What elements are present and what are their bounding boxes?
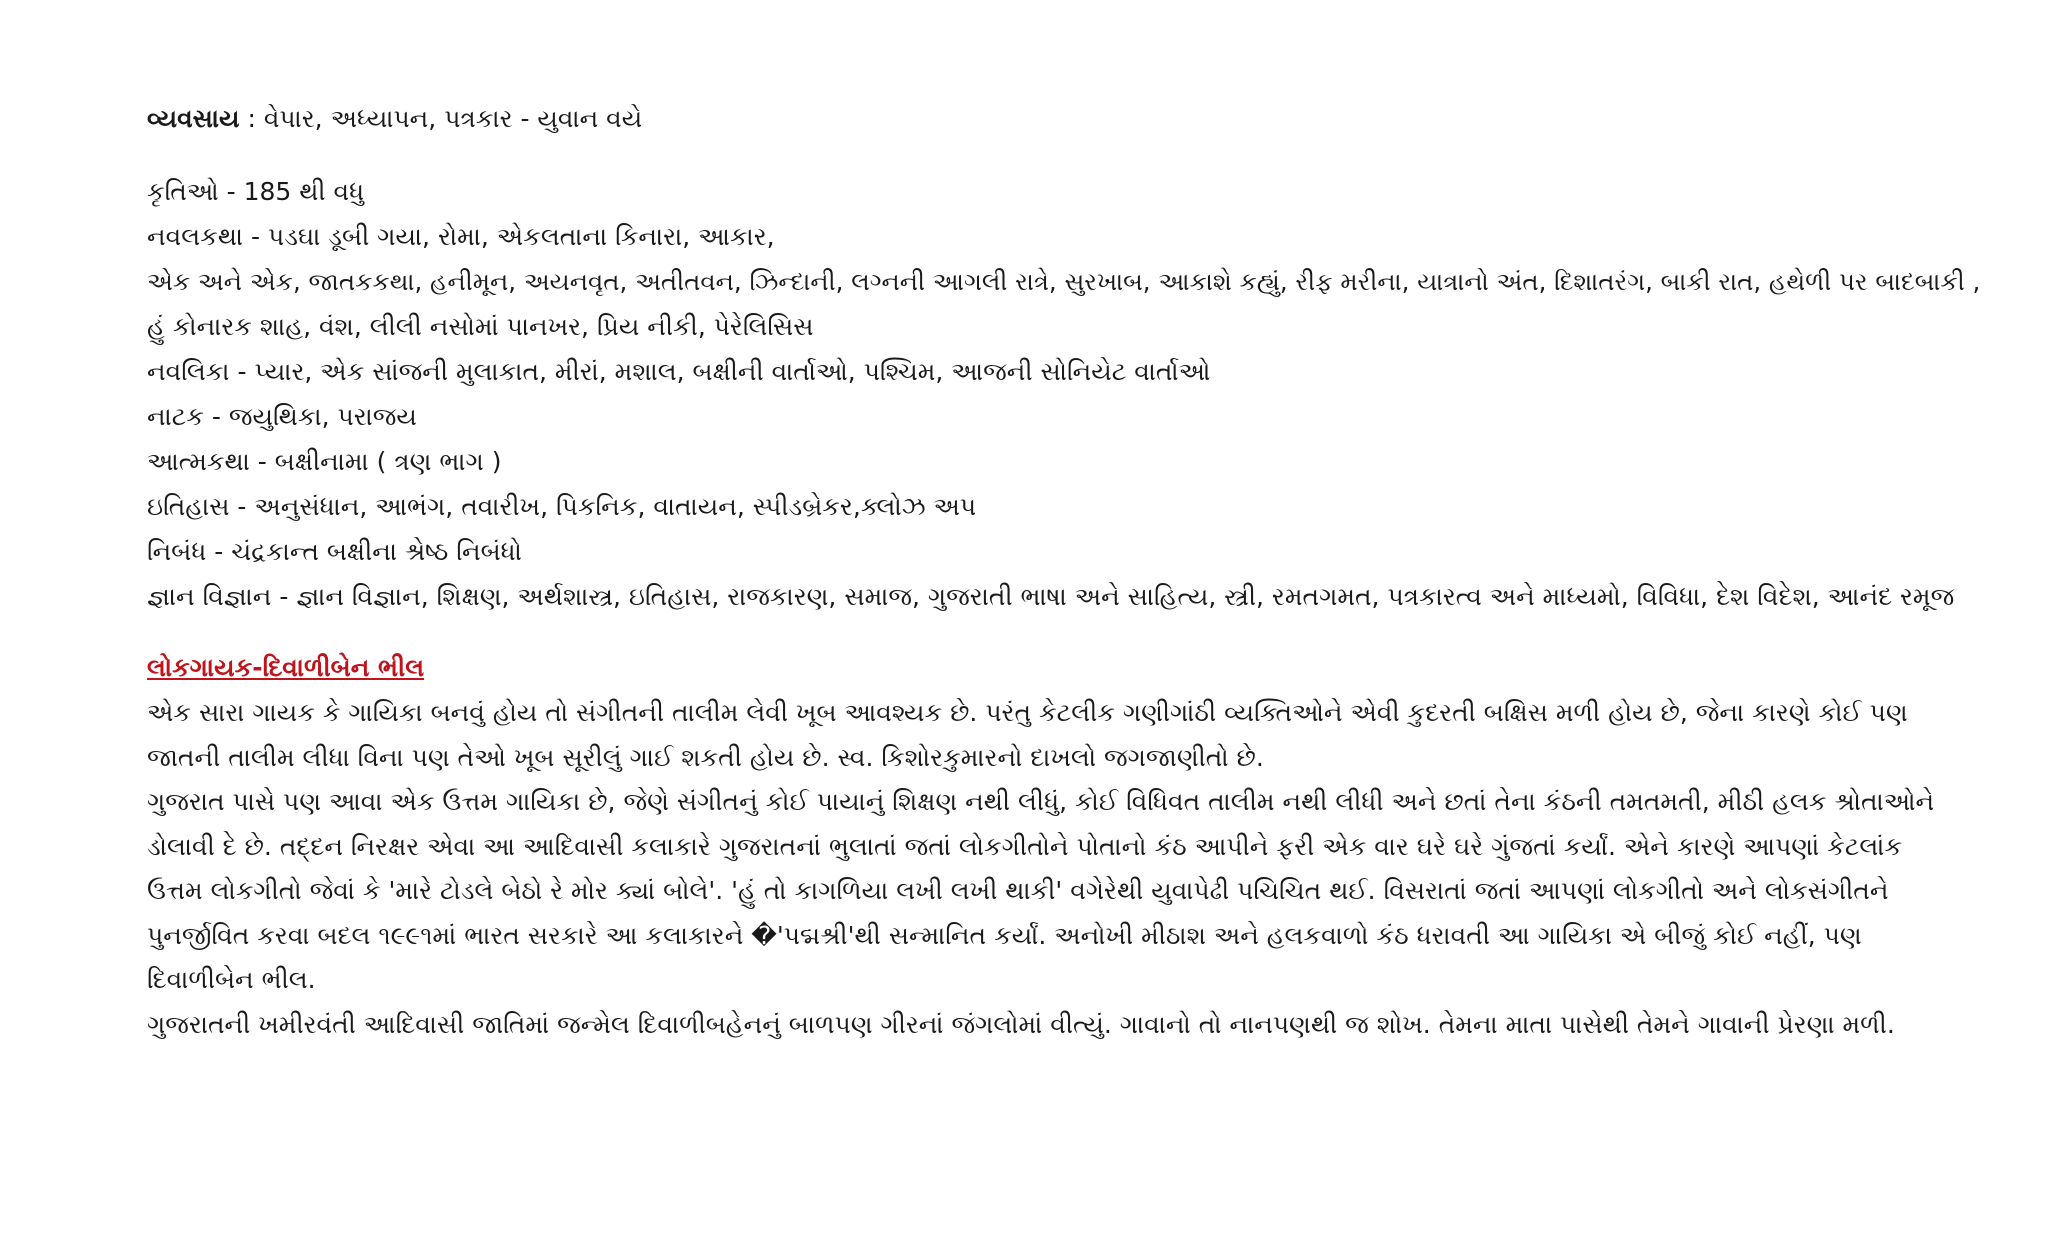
paragraph-line: જાતની તાલીમ લીધા વિના પણ તેઓ ખૂબ સૂરીલું ગાઈ શકતી હોય છે. સ્વ. કિશોરકુમારનો દાખલો જગજાણીતો છે.	[147, 742, 1264, 772]
works-line: નિબંધ - ચંદ્રકાન્ત બક્ષીના શ્રેષ્ઠ નિબંધો	[147, 537, 522, 566]
works-line: ઇતિહાસ - અનુસંધાન, આભંગ, તવારીખ, પિકનિક, વાતાયન, સ્પીડબ્રેકર,ક્લોઝ અપ	[147, 492, 977, 521]
works-list	[147, 169, 1988, 619]
works-line: આત્મકથા - બક્ષીનામા ( ત્રણ ભાગ )	[147, 447, 502, 476]
paragraph-line: ડોલાવી દે છે. તદ્દન નિરક્ષર એવા આ આદિવાસી કલાકારે ગુજરાતનાં ભુલાતાં જતાં લોકગીતોને પોતાનો કંઠ આપીને ફરી એક વાર ઘરે ઘરે ગુંજતાં કર્યાં. એને કારણે આપણાં કેટલાંક	[147, 831, 1903, 861]
paragraph-line: ગુજરાતની ખમીરવંતી આદિવાસી જાતિમાં જન્મેલ દિવાળીબહેનનું બાળપણ ગીરનાં જંગલોમાં વીત્યું. ગાવાનો તો નાનપણથી જ શોખ. તેમના માતા પાસેથી તેમને ગાવાની પ્રેરણા મળી.	[147, 1009, 1895, 1039]
paragraph-line: ગુજરાત પાસે પણ આવા એક ઉત્તમ ગાયિકા છે, જેણે સંગીતનું કોઈ પાયાનું શિક્ષણ નથી લીધું, કોઈ વિધિવત તાલીમ નથી લીધી અને છતાં તેના કંઠની તમતમતી, મીઠી હલક શ્રોતાઓને	[147, 787, 1935, 816]
paragraph-line: દિવાળીબેન ભીલ.	[147, 965, 316, 994]
occupation-value: : વેપાર, અધ્યાપન, પત્રકાર - યુવાન વયે	[239, 104, 643, 133]
paragraph-line: ઉત્તમ લોકગીતો જેવાં કે 'મારે ટોડલે બેઠો રે મોર ક્યાં બોલે'. 'હું તો કાગળિયા લખી લખી થાકી' વગેરેથી યુવાપેઢી પચિચિત થઈ. વિસરાતાં જતાં આપણાં લોકગીતો અને લોકસંગીતને	[147, 876, 1889, 905]
occupation-label: વ્યવસાય	[147, 104, 240, 133]
works-line: હું કોનારક શાહ, વંશ, લીલી નસોમાં પાનખર, પ્રિય નીકી, પેરેલિસિસ	[147, 312, 814, 341]
works-line: જ્ઞાન વિજ્ઞાન - જ્ઞાન વિજ્ઞાન, શિક્ષણ, અર્થશાસ્ત્ર, ઇતિહાસ, રાજકારણ, સમાજ, ગુજરાતી ભાષા અને સાહિત્ય, સ્ત્રી, રમતગમત, પત્રકારત્વ અને માધ્યમો, વિવિધા, દેશ વિદેશ, આનંદ રમૂજ	[147, 582, 1955, 611]
paragraph-intro	[147, 691, 1988, 780]
works-line: કૃતિઓ - 185 થી વધુ	[147, 177, 365, 206]
works-line: નવલકથા - પડઘા ડૂબી ગયા, રોમા, એકલતાના કિનારા, આકાર,	[147, 222, 775, 251]
works-line: નાટક - જયુથિકા, પરાજય	[147, 402, 417, 431]
section-heading-link[interactable]: લોકગાયક-દિવાળીબેન ભીલ	[147, 653, 425, 682]
paragraph-childhood	[147, 1003, 1988, 1048]
paragraph-line: પુનર્જીવિત કરવા બદલ ૧૯૯૧માં ભારત સરકારે આ કલાકારને �'પદ્મશ્રી'થી સન્માનિત કર્યાં. અનોખી મીઠાશ અને હલકવાળો કંઠ ધરાવતી આ ગાયિકા એ બીજું કોઈ નહીં, પણ	[147, 920, 1862, 950]
occupation-line	[147, 96, 1988, 141]
works-line: એક અને એક, જાતકકથા, હનીમૂન, અયનવૃત, અતીતવન, ઝિન્દાની, લગ્નની આગલી રાત્રે, સુરખાબ, આકાશે કહ્યું, રીફ મરીના, યાત્રાનો અંત, દિશાતરંગ, બાકી રાત, હથેળી પર બાદબાકી ,	[147, 267, 1981, 296]
paragraph-gujarat-singer	[147, 780, 1988, 1003]
works-line: નવલિકા - પ્યાર, એક સાંજની મુલાકાત, મીરાં, મશાલ, બક્ષીની વાર્તાઓ, પશ્ચિમ, આજની સોનિયેટ વાર્તાઓ	[147, 357, 1211, 386]
paragraph-line: એક સારા ગાયક કે ગાયિકા બનવું હોય તો સંગીતની તાલીમ લેવી ખૂબ આવશ્યક છે. પરંતુ કેટલીક ગણીગાંઠી વ્યક્તિઓને એવી કુદરતી બક્ષિસ મળી હોય છે, જેના કારણે કોઈ પણ	[147, 698, 1908, 727]
